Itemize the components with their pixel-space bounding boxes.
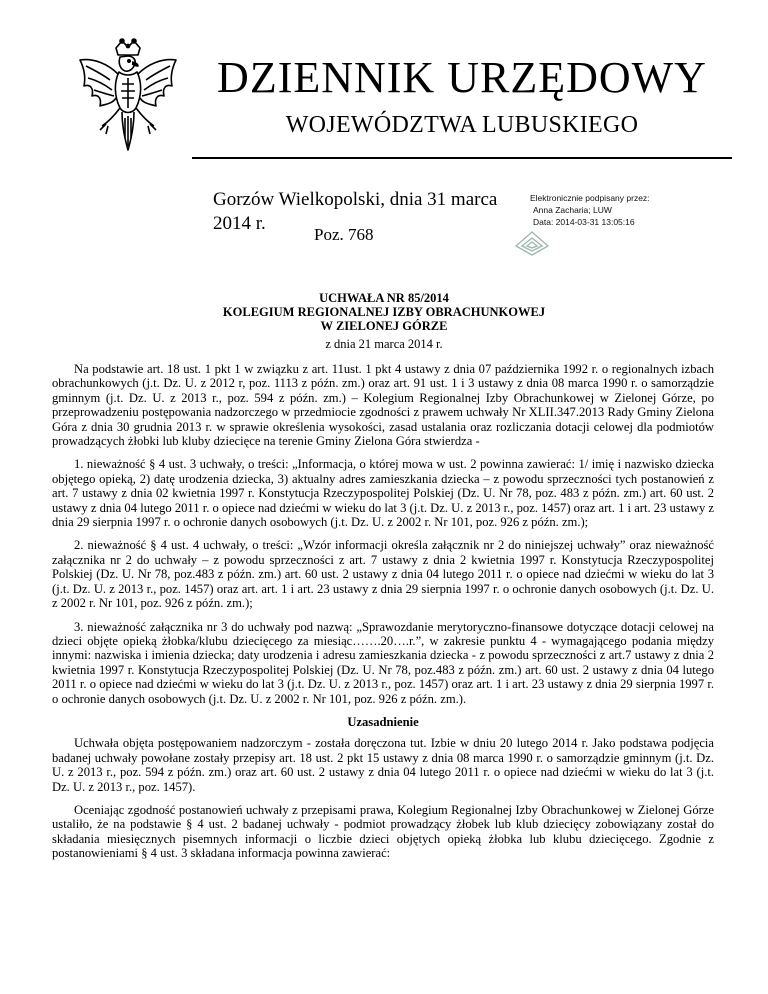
publication-dateline: Gorzów Wielkopolski, dnia 31 marca 2014 r. (213, 189, 498, 234)
document-body (52, 362, 714, 870)
resolution-issuer-location: W ZIELONEJ GÓRZE (320, 319, 448, 333)
preamble-paragraph: Na podstawie art. 18 ust. 1 pkt 1 w związku z art. 11ust. 1 pkt 4 ustawy z dnia 07 października 1992 r. o regionalnych izbach obrachunkowych (j.t. Dz. U. z 2012 r, poz. 1113 z późn. zm.) oraz art. 91 ust. 1 i 3 ustawy z dnia 08 marca 1990 r. o samorządzie gminnym (j.t. Dz. U. z 2013 r., poz. 594 z późn. zm.) – Kolegium Regionalnej Izby Obrachunkowej w Zielonej Górze, po przeprowadzeniu postępowania nadzorczego w przedmiocie zgodności z prawem uchwały Nr XLII.347.2013 Rady Gminy Zielona Góra z dnia 30 grudnia 2013 r. w sprawie określenia wysokości, zasad ustalania oraz rozliczania dotacji celowej dla podmiotów prowadzących żłobki lub kluby dziecięce na terenie Gminy Zielona Góra stwierdza - (52, 362, 714, 449)
position-number: Poz. 768 (314, 225, 374, 244)
justification-paragraph-1: Uchwała objęta postępowaniem nadzorczym - została doręczona tut. Izbie w dniu 20 lutego 2014 r. Jako podstawa podjęcia badanej uchwały powołane zostały przepisy art. 18 ust. 2 pkt 15 ustawy z dnia 08 marca 1990 r. o samorządzie gminnym (j.t. Dz. U. z 2013 r., poz. 594 z późn. zm.) oraz art. 60 ust. 2 ustawy z dnia 04 lutego 2011 r. o opiece nad dziećmi w wieku do lat 3 (j.t. Dz. U. z 2013 r., poz. 1457). (52, 736, 714, 794)
resolution-heading (0, 291, 768, 333)
signature-label: Elektronicznie podpisany przez: (530, 193, 650, 203)
polish-eagle-emblem-icon (72, 38, 184, 154)
signature-signer: Anna Zacharia; LUW (533, 205, 612, 215)
resolution-issuer: KOLEGIUM REGIONALNEJ IZBY OBRACHUNKOWEJ (222, 305, 546, 319)
justification-heading: Uzasadnienie (347, 714, 419, 729)
signature-date: Data: 2014-03-31 13:05:16 (533, 217, 635, 227)
ruling-item-1: 1. nieważność § 4 ust. 3 uchwały, o treści: „Informacja, o której mowa w ust. 2 powinna zawierać: 1/ imię i nazwisko dziecka objętego opieką, 2) datę urodzenia dziecka, 3) aktualny adres zamieszkania dziecka – z powodu sprzeczności tych postanowień z art. 7 ustawy z dnia 02 kwietnia 1997 r. Konstytucja Rzeczypospolitej Polskiej (Dz. U. Nr 78, poz. 483 z późn. zm.) art. 60 ust. 2 ustawy z dnia 04 lutego 2011 r. o opiece nad dziećmi w wieku do lat 3 (j.t. Dz. U. z 2013 r., poz. 1457) oraz art. 1 i art. 23 ustawy z dnia 29 sierpnia 1997 r. o ochronie danych osobowych (j.t. Dz. U. z 2002 r. Nr 101, poz. 926 z późn. zm.); (52, 457, 714, 530)
header-divider (192, 157, 732, 159)
electronic-signature-block (530, 192, 750, 228)
resolution-number: UCHWAŁA NR 85/2014 (319, 291, 449, 305)
ruling-item-3: 3. nieważność załącznika nr 3 do uchwały pod nazwą: „Sprawozdanie merytoryczno-finansowe dotyczące dotacji celowej na dzieci objęte opieką żłobka/klubu dziecięcego za miesiąc…….20….r.”, w zakresie punktu 4 - wymagającego podania między innymi: nazwiska i imienia dziecka; daty urodzenia i adresu zamieszkania dziecka - z powodu sprzeczności z art.7 ustawy z dnia 2 kwietnia 1997 r. Konstytucja Rzeczypospolitej Polskiej (Dz. U. Nr 78, poz.483 z późn. zm.) art. 60 ust. 2 ustawy z dnia 04 lutego 2011 r. o opiece nad dziećmi w wieku do lat 3 (j.t. Dz. U. z 2013 r., poz. 1457) oraz art. 1 i art. 23 ustawy z dnia 29 sierpnia 1997 r. o ochronie danych osobowych (j.t. Dz. U. z 2002 r. Nr 101, poz. 926 z późn. zm.). (52, 619, 714, 706)
journal-subtitle: WOJEWÓDZTWA LUBUSKIEGO (285, 112, 639, 138)
justification-paragraph-2: Oceniając zgodność postanowień uchwały z przepisami prawa, Kolegium Regionalnej Izby Obrachunkowej w Zielonej Górze ustaliło, że na podstawie § 4 ust. 2 badanej uchwały - podmiot prowadzący żłobek lub klub dziecięcy zobowiązany został do składania miesięcznych pisemnych informacji o liczbie dzieci objętych opieką żłobka lub klubu dziecięcego. Zgodnie z postanowieniami § 4 ust. 3 składana informacja powinna zawierać: (52, 802, 714, 861)
e-signature-stamp-icon (514, 228, 550, 256)
resolution-date: z dnia 21 marca 2014 r. (325, 337, 443, 351)
ruling-item-2: 2. nieważność § 4 ust. 4 uchwały, o treści: „Wzór informacji określa załącznik nr 2 do niniejszej uchwały” oraz nieważność załącznika nr 2 do uchwały – z powodu sprzeczności z art. 7 ustawy z dnia 2 kwietnia 1997 r. Konstytucja Rzeczypospolitej Polskiej (Dz. U. Nr 78, poz.483 z późn. zm.) art. 60 ust. 2 ustawy z dnia 04 lutego 2011 r. o opiece nad dziećmi w wieku do lat 3 (j.t. Dz. U. z 2013 r., poz. 1457) oraz art. art. 1 i art. 23 ustawy z dnia 29 sierpnia 1997 r. o ochronie danych osobowych (j.t. Dz. U. z 2002 r. Nr 101, poz. 926 z późn. zm.); (52, 538, 714, 611)
journal-title: DZIENNIK URZĘDOWY (217, 53, 707, 102)
